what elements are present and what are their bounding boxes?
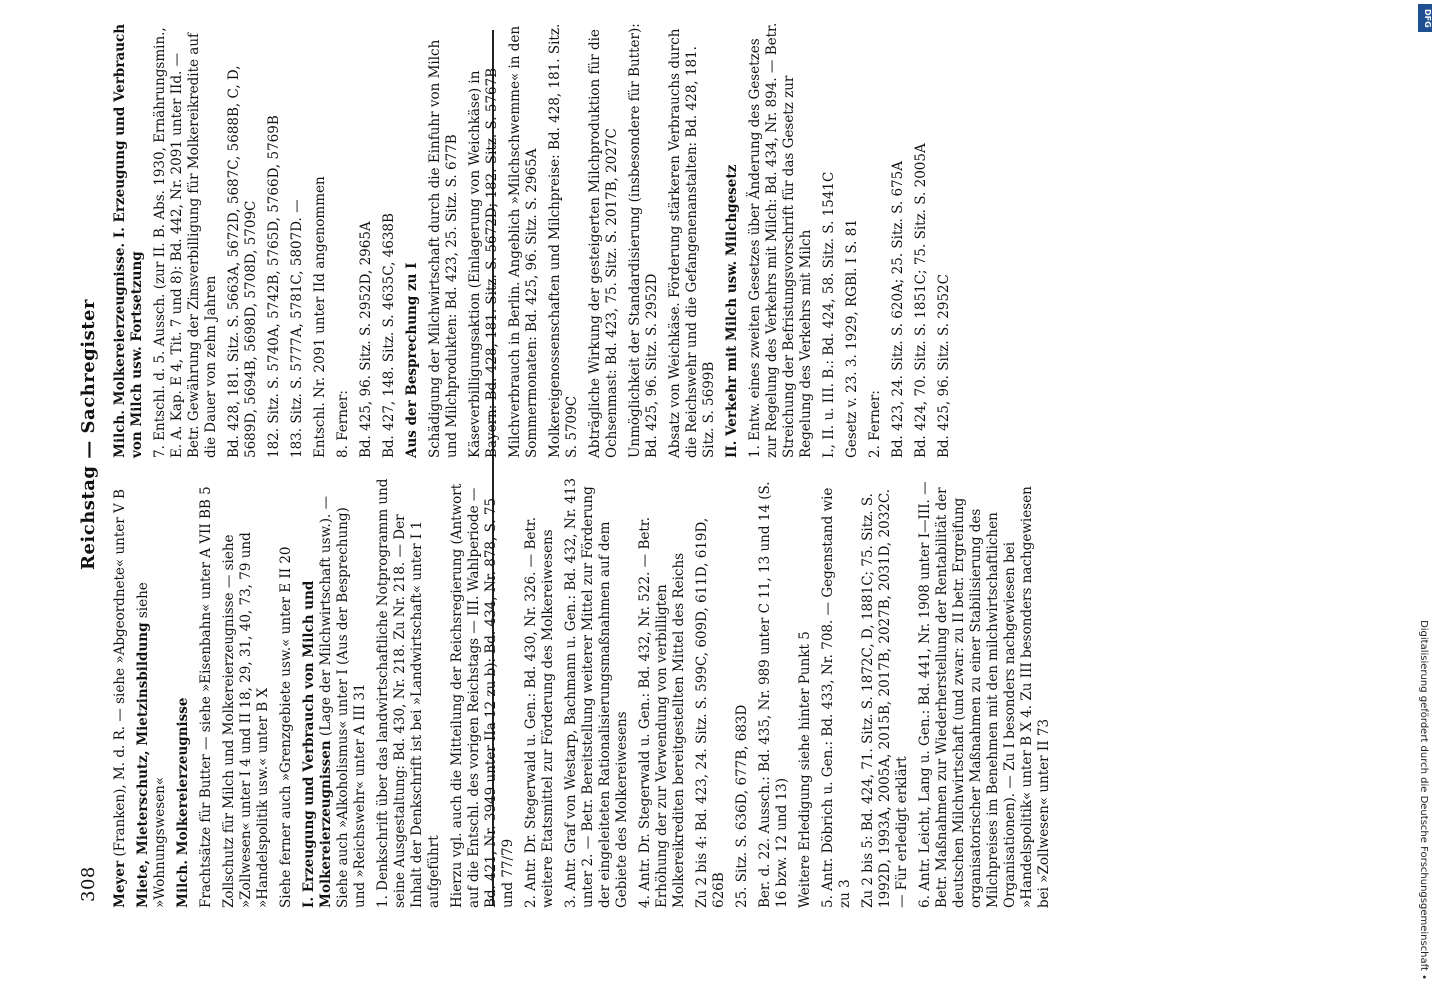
entry-text: Milchverbrauch in Berlin. Angeblich »Milchschwemme« in den Sommermonaten: Bd. 425, 96. Sitz. S. 2965A [507, 25, 540, 458]
register-entry [152, 18, 220, 458]
entry-text: Zu 2 bis 5: Bd. 424, 71. Sitz. S. 1872C, D, 1881C; 75. Sitz. S. 1992D, 1993A, 2005A, 2015B, 2017B, 2027B, 2031D, 2032C. — Für erledigt erklärt [860, 488, 910, 908]
register-entry [936, 18, 953, 458]
register-entry [358, 18, 375, 458]
register-entry [917, 478, 1053, 908]
entry-text: 2. Ferner: [867, 390, 883, 458]
register-entry [312, 18, 329, 458]
entry-text: (Franken), M. d. R. — siehe »Abgeordnete« unter V B [112, 489, 128, 857]
entry-text: Käseverbilligungsaktion (Einlagerung von Weichkäse) in Bayern: Bd. 428, 181. Sitz. S. 5672D; 182. Sitz. S. 5767B [467, 67, 500, 458]
register-entry [404, 18, 421, 458]
entry-text: 1. Denkschrift über das landwirtschaftliche Notprogramm und seine Ausgestaltung: Bd. 430, Nr. 218. Zu Nr. 218. — Der Inhalt der Denkschrift ist bei »Landwirtschaft« unter I 1 aufgeführt [375, 478, 442, 908]
register-entry [724, 18, 741, 458]
left-column [112, 478, 1059, 908]
register-entry [375, 478, 443, 908]
register-entry [301, 478, 369, 908]
entry-text: Abträgliche Wirkung der gesteigerten Milchproduktion für die Ochsenmast: Bd. 423, 75. Sitz. S. 2017B, 2027C [587, 29, 620, 458]
register-entry [547, 18, 581, 458]
register-entry [890, 18, 907, 458]
entry-heading: Aus der Besprechung zu I [404, 262, 420, 458]
entry-text: 6. Antr. Leicht, Lang u. Gen.: Bd. 441, Nr. 1908 unter I—III. — Betr. Maßnahmen zur Wiederherstellung der Rentabilität der deutschen Milchwirtschaft (und zwar: zu II betr. Ergreifung organisatorischer Maßnahmen zu einer Stabilisierung des Milchpreises im Benehmen mit den milchwirtschaftlichen Organisationen). — Zu I besonders nachgewiesen bei »Handelspolitik« unter B X 4. Zu III besonders nachgewiesen bei »Zollwesen« unter II 73 [917, 481, 1052, 908]
entry-heading: II. Verkehr mit Milch usw. Milchgesetz [724, 164, 740, 458]
entry-text: Bd. 424, 70. Sitz. S. 1851C; 75. Sitz. S. 2005A [913, 143, 929, 458]
register-entry [867, 18, 884, 458]
register-entry [757, 478, 791, 908]
register-entry [381, 18, 398, 458]
entry-text: Ber. d. 22. Aussch.: Bd. 435, Nr. 989 unter C 11, 13 und 14 (S. 16 bzw. 12 und 13) [757, 481, 790, 908]
register-entry [135, 478, 169, 908]
register-entry [335, 18, 352, 458]
entry-text: 8. Ferner: [335, 390, 351, 458]
register-entry [467, 18, 501, 458]
register-entry [449, 478, 517, 908]
entry-text: (Lage der Milchwirtschaft usw.). — Siehe auch »Alkoholismus« unter I (Aus der Besprechung) und »Reichswehr« unter A III 31 [318, 495, 368, 908]
entry-text: 5. Antr. Döbrich u. Gen.: Bd. 433, Nr. 708. — Gegenstand wie zu 3 [820, 487, 853, 908]
entry-text: Zollschutz für Milch und Molkereierzeugnisse — siehe »Zollwesen« unter I 4 und II 18, 29, 31, 40, 73, 79 und »Handelspolitik usw.« unter B X [221, 532, 271, 908]
entry-text: Bd. 423, 24. Sitz. S. 620A; 25. Sitz. S. 675A [890, 161, 906, 458]
entry-text: 25. Sitz. S. 636D, 677B, 683D [734, 704, 750, 908]
credit-text: Digitalisierung gefördert durch die Deutsche Forschungsgemeinschaft • [1418, 620, 1429, 980]
register-entry [112, 478, 129, 908]
entry-heading: Milch. Molkereierzeugnisse. I. Erzeugung und Verbrauch von Milch usw. Fortsetzung [112, 23, 145, 458]
entry-text: 1. Entw. eines zweiten Gesetzes über Änderung des Gesetzes zur Regelung des Verkehrs mit Milch: Bd. 434, Nr. 894. — Betr. Streichung der Befristungsvorschrift für das Gesetz zur Regelung des Verkehrs mit Milch [747, 22, 814, 458]
entry-text: I., II. u. III. B.: Bd. 424, 58. Sitz. S. 1541C [821, 171, 837, 458]
entry-text: Siehe ferner auch »Grenzgebiete usw.« unter E II 20 [278, 546, 294, 908]
register-entry [797, 478, 814, 908]
entry-text: Bd. 427, 148. Sitz. S. 4635C, 4638B [381, 213, 397, 458]
register-entry [587, 18, 621, 458]
register-entry [747, 18, 815, 458]
register-entry [563, 478, 631, 908]
entry-heading: I. Erzeugung und Verbrauch von Milch und Molkereierzeugnissen [301, 580, 334, 908]
entry-text: Schädigung der Milchwirtschaft durch die Einfuhr von Milch und Milchprodukten: Bd. 423, 25. Sitz. S. 677B [427, 39, 460, 458]
register-entry [278, 478, 295, 908]
entry-heading: Miete, Mieterschutz, Mietzinsbildung [135, 622, 151, 908]
running-title: Reichstag — Sachregister [78, 299, 99, 570]
register-entry [913, 18, 930, 458]
register-entry [289, 18, 306, 458]
entry-heading: Milch. Molkereierzeugnisse [175, 697, 191, 908]
entry-text: Gesetz v. 23. 3. 1929, RGBl. I S. 81 [844, 219, 860, 458]
digitization-credit [1412, 0, 1434, 1000]
page-number: 308 [78, 866, 99, 902]
register-entry [266, 18, 283, 458]
register-entry [694, 478, 728, 908]
entry-heading: Meyer [112, 860, 128, 908]
entry-text: Bd. 425, 96. Sitz. S. 2952D, 2965A [358, 221, 374, 458]
register-entry [844, 18, 861, 458]
register-entry [221, 478, 272, 908]
entry-text: 182. Sitz. S. 5740A, 5742B, 5765D, 5766D, 5769B [266, 115, 282, 458]
entry-text: Weitere Erledigung siehe hinter Punkt 5 [797, 631, 813, 908]
entry-text: Bd. 425, 96. Sitz. S. 2952C [936, 274, 952, 458]
entry-text: Molkereigenossenschaften und Milchpreise: Bd. 428, 181. Sitz. S. 5709C [547, 23, 580, 458]
entry-text: Entschl. Nr. 2091 unter IId angenommen [312, 176, 328, 458]
register-entry [627, 18, 661, 458]
register-entry [427, 18, 461, 458]
entry-text: 2. Antr. Dr. Stegerwald u. Gen.: Bd. 430, Nr. 326. — Betr. weitere Etatsmittel zur Förderung des Molkereiwesens [523, 516, 556, 908]
register-entry [175, 478, 192, 908]
register-entry [637, 478, 688, 908]
right-column [112, 18, 959, 458]
entry-text: 4. Antr. Dr. Stegerwald u. Gen.: Bd. 432, Nr. 522. — Betr. Erhöhung der zur Verwendung von verbilligten Molkereikrediten bereitgestellten Mittel des Reichs [637, 516, 687, 908]
entry-text: Absatz von Weichkäse. Förderung stärkeren Verbrauchs durch die Reichswehr und die Gefangenenanstalten: Bd. 428, 181. Sitz. S. 5699B [667, 28, 717, 458]
entry-text: Unmöglichkeit der Standardisierung (insbesondere für Butter): Bd. 425, 96. Sitz. S. 2952D [627, 23, 660, 458]
entry-text: Bd. 428, 181. Sitz. S. 5663A, 5672D, 5687C, 5688B, C, D, 5689D, 5694B, 5698D, 5708D, 5709C [226, 65, 259, 458]
register-entry [821, 18, 838, 458]
entry-text: Frachtsätze für Butter — siehe »Eisenbahn« unter A VII BB 5 [198, 486, 214, 908]
entry-text: Zu 2 bis 4: Bd. 423, 24. Sitz. S. 599C, 609D, 611D, 619D, 626B [694, 517, 727, 908]
entry-text: 3. Antr. Graf von Westarp, Bachmann u. Gen.: Bd. 432, Nr. 413 unter 2. — Betr. Bereitstellung weiterer Mittel zur Förderung der eingeleiteten Rationalisierungsmaßnahmen auf dem Gebiete des Molkereiwesens [563, 477, 630, 908]
dfg-logo: DFG [1418, 4, 1432, 32]
register-entry [734, 478, 751, 908]
entry-text: siehe »Wohnungswesen« [135, 582, 168, 908]
entry-text: Hierzu vgl. auch die Mitteilung der Reichsregierung (Antwort auf die Entschl. des vorigen Reichstags — III. Wahlperiode — Bd. 421, Nr. 3949 unter IIa 12 zu b): Bd. 434, Nr. 878, S. 75 und 77/79 [449, 483, 516, 908]
register-entry [820, 478, 854, 908]
running-head [78, 24, 102, 970]
register-entry [226, 18, 260, 458]
register-entry [507, 18, 541, 458]
entry-text: 7. Entschl. d. 5. Aussch. (zur II. B. Abs. 1930, Ernährungsmin., E. A. Kap. E 4, Tit. 7 und 8): Bd. 442, Nr. 2091 unter IId. — Betr. Gewährung der Zinsverbilligung für Molkereikredite auf die Dauer von zehn Jahren [152, 27, 219, 458]
register-entry [198, 478, 215, 908]
register-entry [523, 478, 557, 908]
entry-text: 183. Sitz. S. 5777A, 5781C, 5807D. — [289, 199, 305, 458]
register-entry [860, 478, 911, 908]
register-entry [667, 18, 718, 458]
register-entry [112, 18, 146, 458]
